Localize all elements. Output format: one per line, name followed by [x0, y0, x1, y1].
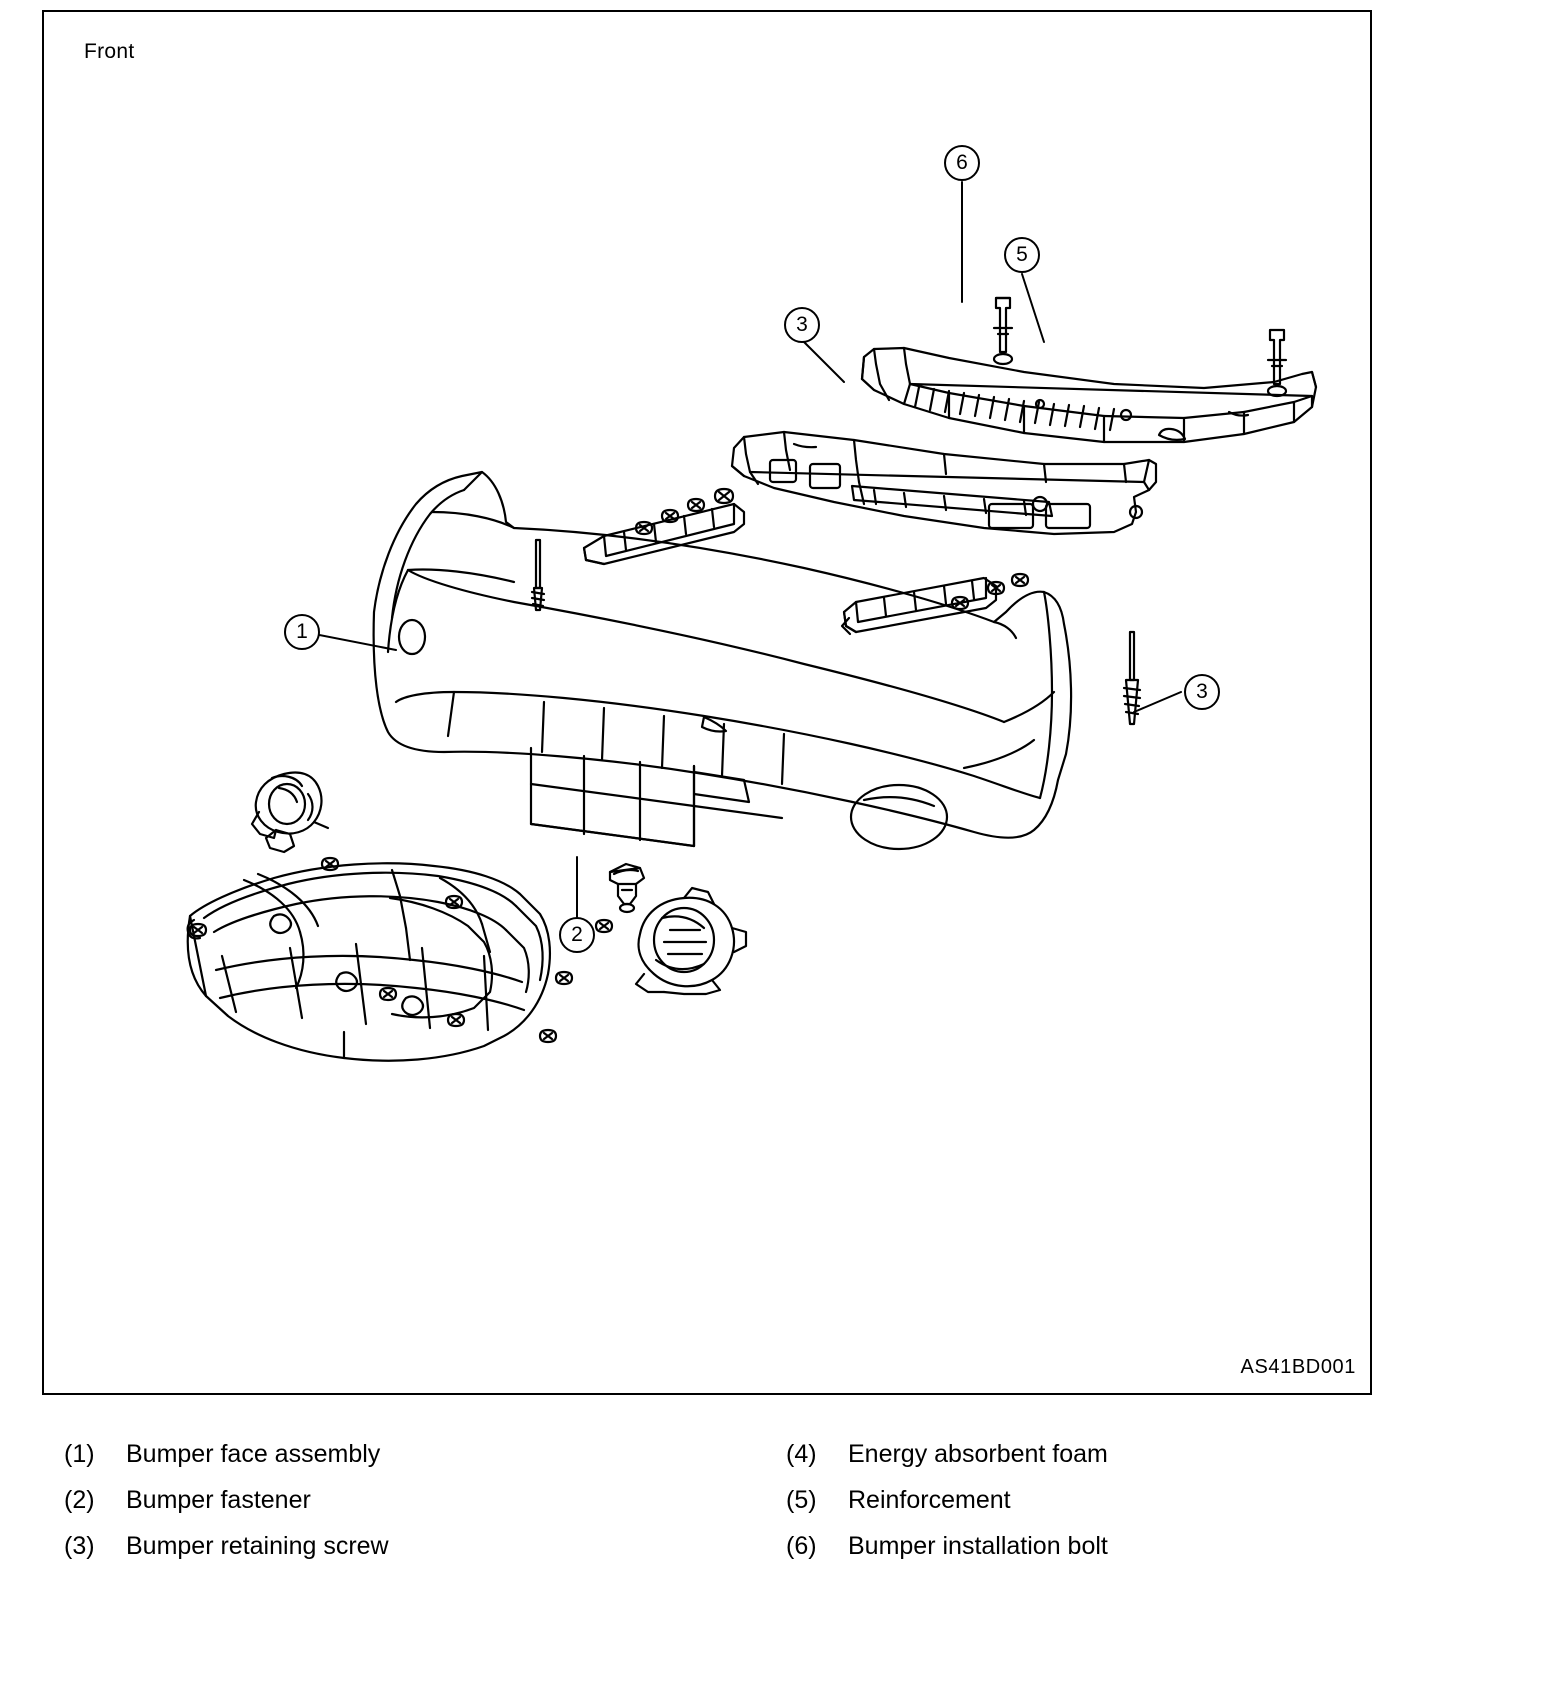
- legend-number: (6): [786, 1532, 817, 1560]
- legend-item-2: [64, 1486, 744, 1532]
- legend-number: (2): [64, 1486, 95, 1514]
- callout-3-right: 3: [1184, 674, 1220, 710]
- figure-code: AS41BD001: [1240, 1356, 1356, 1378]
- callout-2: 2: [559, 917, 595, 953]
- legend-item-3: [64, 1532, 744, 1578]
- bumper-face-assembly-illustration: [374, 472, 1071, 849]
- legend-number: (5): [786, 1486, 817, 1514]
- orientation-label: Front: [84, 40, 135, 63]
- callout-5: 5: [1004, 237, 1040, 273]
- legend-number: (3): [64, 1532, 95, 1560]
- legend-label: Bumper installation bolt: [848, 1532, 1108, 1560]
- legend-item-1: [64, 1440, 744, 1486]
- legend-label: Reinforcement: [848, 1486, 1011, 1514]
- legend-label: Energy absorbent foam: [848, 1440, 1108, 1468]
- legend-label: Bumper retaining screw: [126, 1532, 389, 1560]
- callout-1: 1: [284, 614, 320, 650]
- grille-screw-cluster: [190, 858, 556, 1042]
- callout-3-upper: 3: [784, 307, 820, 343]
- callout-6: 6: [944, 145, 980, 181]
- reinforcement-bar-illustration: [862, 348, 1316, 442]
- legend-item-6: [786, 1532, 1466, 1578]
- energy-absorbent-foam-right-illustration: [842, 578, 996, 634]
- legend-number: (4): [786, 1440, 817, 1468]
- bumper-fastener-illustration: [610, 864, 644, 912]
- bumper-installation-bolt-illustration: [994, 298, 1286, 396]
- legend-number: (1): [64, 1440, 95, 1468]
- figure-frame: [42, 10, 1372, 1395]
- legend-label: Bumper fastener: [126, 1486, 311, 1514]
- front-grille-illustration: [188, 863, 550, 1060]
- exploded-assembly-artwork: [44, 12, 1374, 1397]
- legend: [56, 1440, 1516, 1620]
- fog-lamp-upper-illustration: [252, 773, 328, 853]
- fog-lamp-lower-illustration: [636, 888, 746, 994]
- legend-column-left: [64, 1440, 744, 1578]
- legend-column-right: [786, 1440, 1466, 1578]
- legend-item-5: [786, 1486, 1466, 1532]
- lower-reinforcement-bracket-illustration: [732, 432, 1156, 534]
- legend-label: Bumper face assembly: [126, 1440, 381, 1468]
- bumper-retaining-screw-left: [532, 540, 544, 610]
- legend-item-4: [786, 1440, 1466, 1486]
